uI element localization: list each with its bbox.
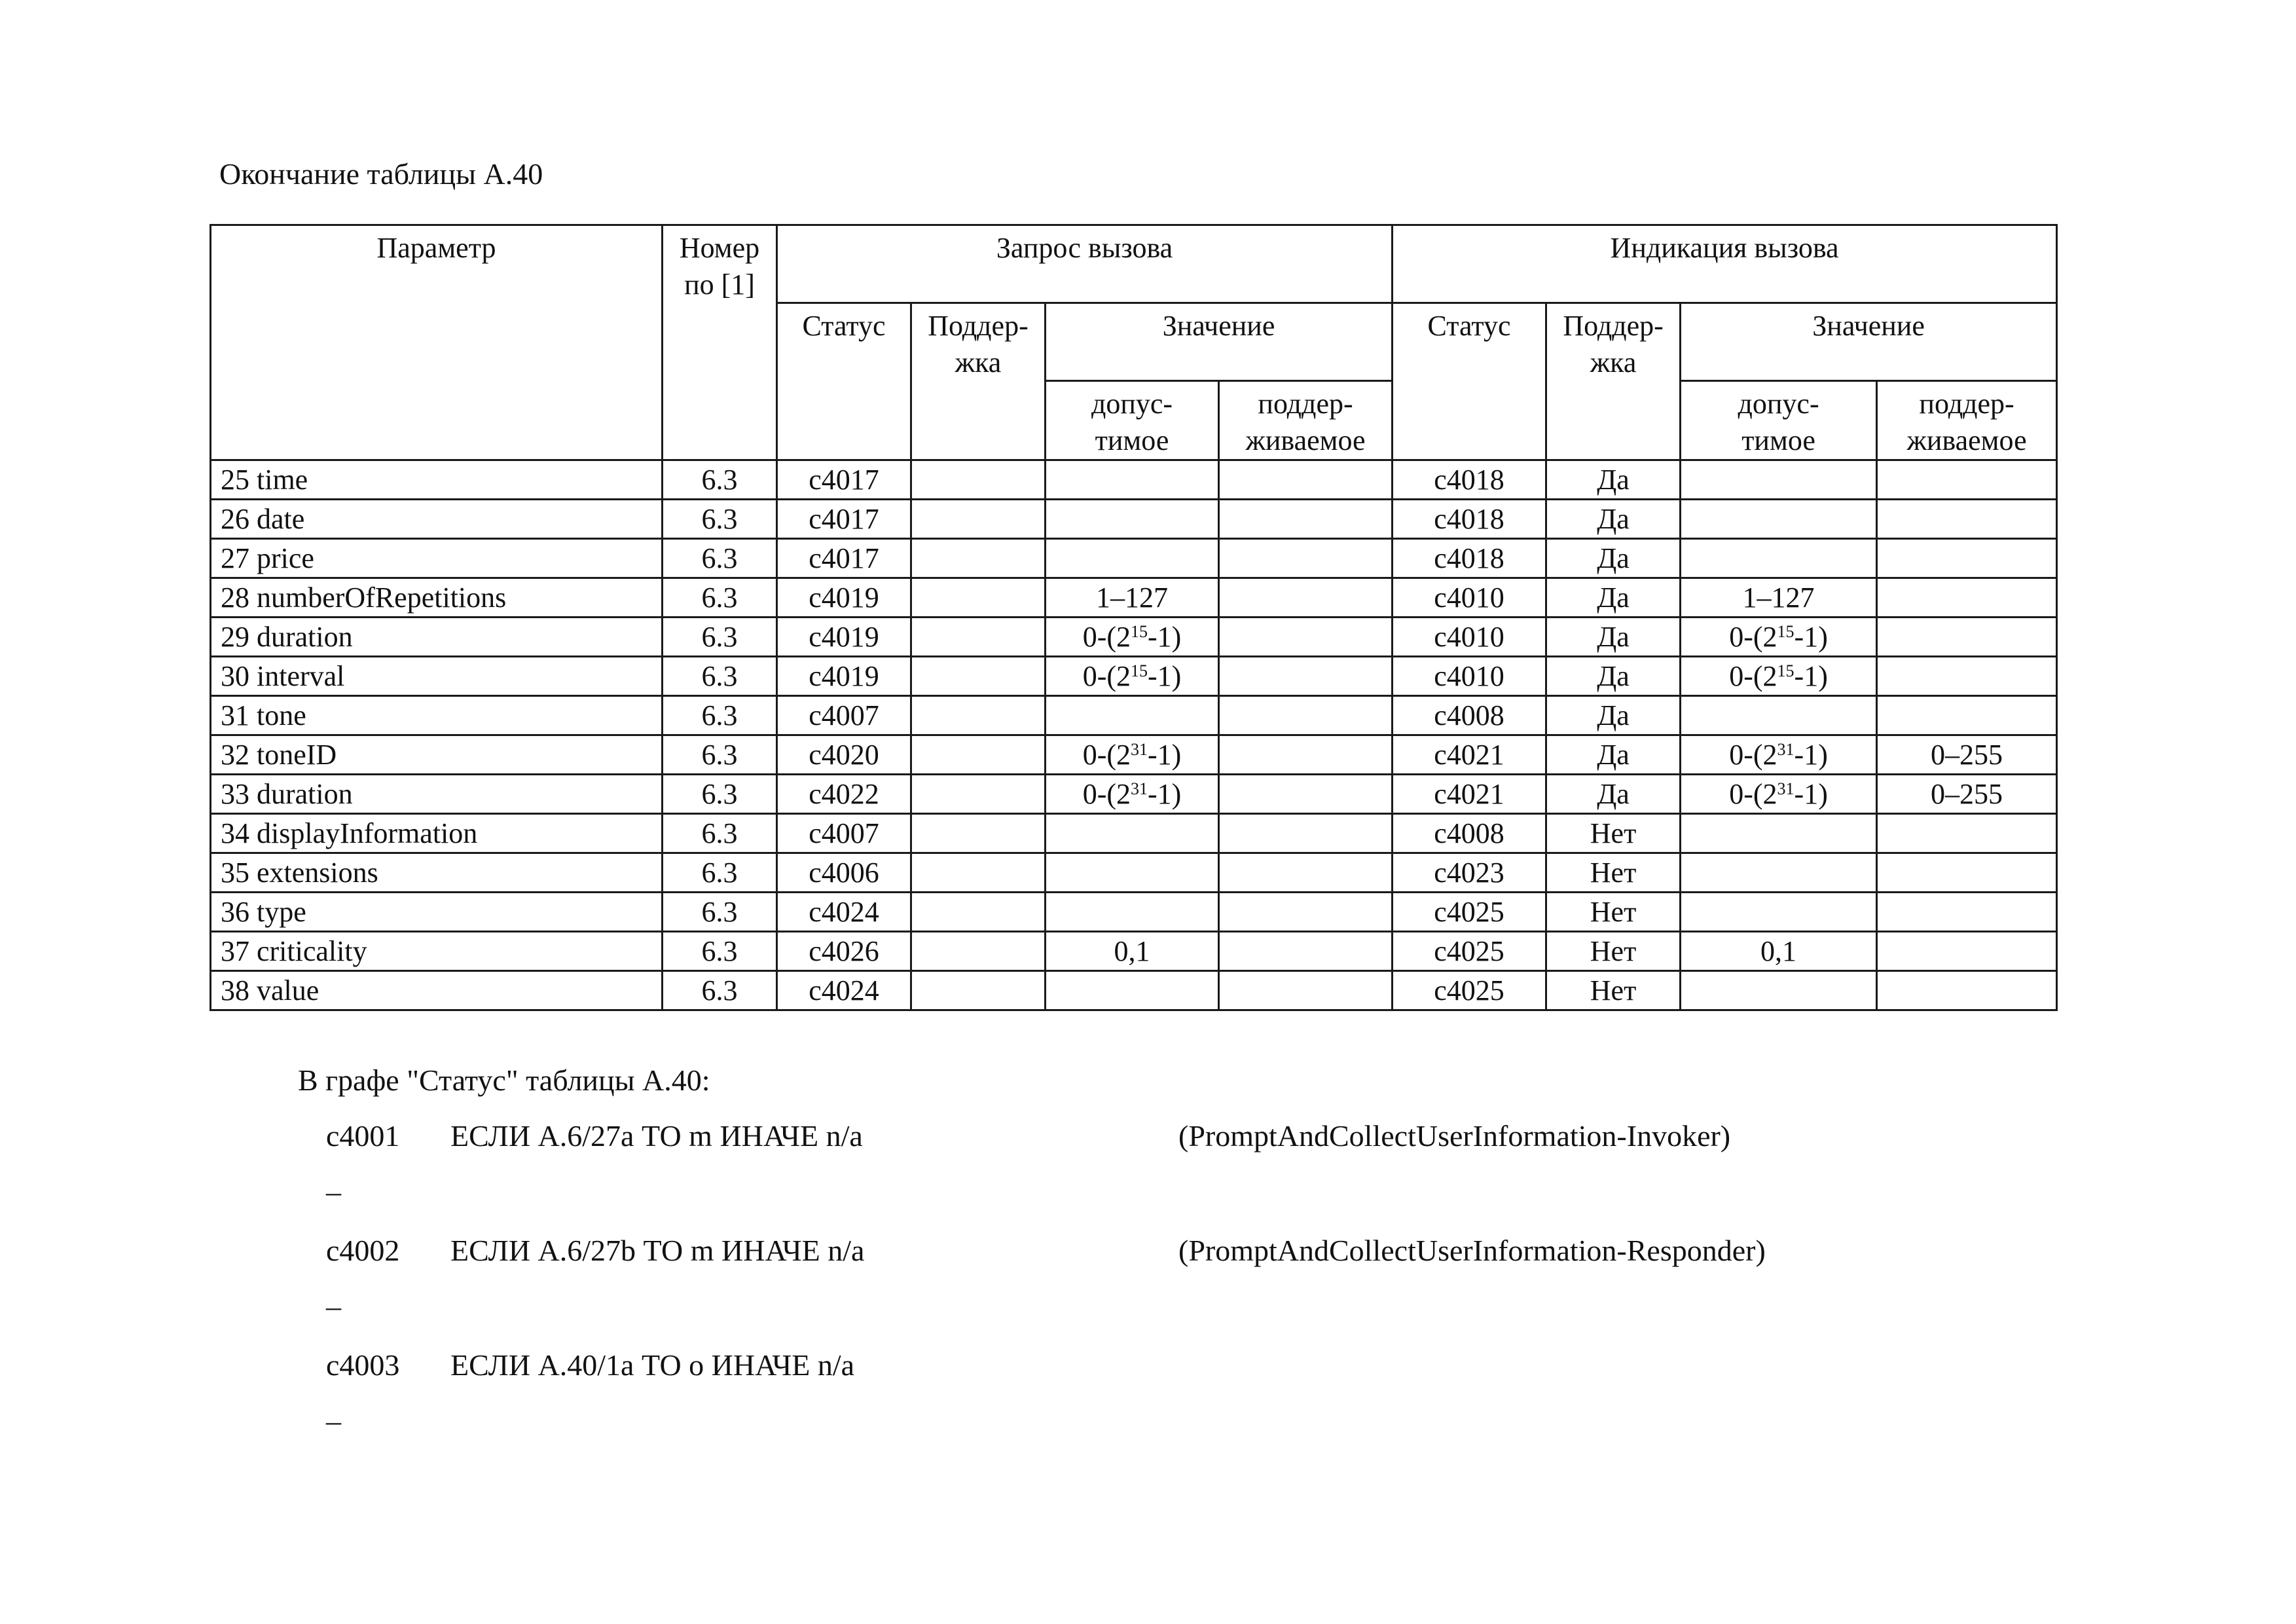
- cell-request-status: c4019: [777, 578, 911, 618]
- cell-indication-support: Нет: [1546, 893, 1681, 932]
- cell-parameter: 36 type: [211, 893, 663, 932]
- cell-parameter: 27 price: [211, 539, 663, 578]
- cell-request-status: c4017: [777, 500, 911, 539]
- parameters-table: [210, 224, 2058, 1011]
- cell-request-support: [911, 500, 1046, 539]
- cell-request-support: [911, 814, 1046, 853]
- cell-number: 6.3: [663, 460, 777, 500]
- cell-number: 6.3: [663, 578, 777, 618]
- cell-indication-supported: [1877, 971, 2057, 1010]
- cell-indication-supported: [1877, 696, 2057, 735]
- cell-request-allowed: [1046, 696, 1219, 735]
- header-indication-supported: поддер-живаемое: [1877, 381, 2057, 460]
- cell-request-supported: [1219, 735, 1393, 775]
- cell-indication-status: c4010: [1393, 578, 1546, 618]
- cell-indication-allowed: [1681, 460, 1877, 500]
- cell-request-support: [911, 893, 1046, 932]
- cell-indication-supported: [1877, 657, 2057, 696]
- cell-request-status: c4026: [777, 932, 911, 971]
- cell-indication-allowed: [1681, 696, 1877, 735]
- cell-request-supported: [1219, 460, 1393, 500]
- cell-parameter: 25 time: [211, 460, 663, 500]
- cell-request-status: c4019: [777, 618, 911, 657]
- cell-request-allowed: [1046, 814, 1219, 853]
- cell-request-allowed: $0-(2^{31}-1)$: [1046, 775, 1219, 814]
- cell-request-status: c4007: [777, 814, 911, 853]
- cell-request-support: [911, 696, 1046, 735]
- cell-request-allowed: $0-(2^{15}-1)$: [1046, 618, 1219, 657]
- cell-parameter: 35 extensions: [211, 853, 663, 893]
- cell-request-status: c4020: [777, 735, 911, 775]
- cell-indication-supported: 0–255: [1877, 735, 2057, 775]
- cell-indication-supported: [1877, 853, 2057, 893]
- cell-indication-supported: [1877, 932, 2057, 971]
- table-row: [211, 893, 2057, 932]
- cell-request-status: c4007: [777, 696, 911, 735]
- table-body: [211, 460, 2057, 1010]
- cell-indication-supported: [1877, 460, 2057, 500]
- cell-indication-supported: [1877, 500, 2057, 539]
- cell-request-allowed: [1046, 853, 1219, 893]
- cell-indication-support: Да: [1546, 735, 1681, 775]
- table-row: [211, 735, 2057, 775]
- cell-indication-support: Да: [1546, 696, 1681, 735]
- header-request-supported: поддер-живаемое: [1219, 381, 1393, 460]
- header-indication-status: Статус: [1393, 303, 1546, 460]
- table-row: [211, 971, 2057, 1010]
- condition-dash: –: [326, 1404, 341, 1437]
- cell-indication-support: Нет: [1546, 814, 1681, 853]
- cell-request-support: [911, 578, 1046, 618]
- cell-request-support: [911, 657, 1046, 696]
- cell-indication-allowed: $0-(2^{31}-1)$: [1681, 735, 1877, 775]
- header-number: Номер по [1]: [663, 225, 777, 460]
- cell-indication-allowed: [1681, 853, 1877, 893]
- cell-request-allowed: 0,1: [1046, 932, 1219, 971]
- header-indication-value: Значение: [1681, 303, 2057, 381]
- cell-indication-support: Нет: [1546, 971, 1681, 1010]
- cell-indication-status: c4018: [1393, 539, 1546, 578]
- cell-indication-supported: [1877, 618, 2057, 657]
- cell-number: 6.3: [663, 932, 777, 971]
- cell-indication-allowed: 0,1: [1681, 932, 1877, 971]
- header-request-support: Поддер-жка: [911, 303, 1046, 460]
- table-row: [211, 500, 2057, 539]
- cell-indication-status: c4021: [1393, 775, 1546, 814]
- cell-request-supported: [1219, 932, 1393, 971]
- table-row: [211, 460, 2057, 500]
- table-row: [211, 696, 2057, 735]
- cell-request-support: [911, 539, 1046, 578]
- cell-indication-status: c4008: [1393, 696, 1546, 735]
- cell-indication-supported: [1877, 814, 2057, 853]
- cell-parameter: 31 tone: [211, 696, 663, 735]
- cell-parameter: 30 interval: [211, 657, 663, 696]
- cell-indication-supported: [1877, 539, 2057, 578]
- condition-rule: ЕСЛИ А.6/27b ТО m ИНАЧЕ n/a: [450, 1234, 865, 1267]
- cell-indication-support: Да: [1546, 775, 1681, 814]
- cell-indication-allowed: $0-(2^{15}-1)$: [1681, 657, 1877, 696]
- cell-indication-status: c4025: [1393, 932, 1546, 971]
- cell-indication-allowed: [1681, 971, 1877, 1010]
- cell-indication-status: c4018: [1393, 500, 1546, 539]
- cell-number: 6.3: [663, 893, 777, 932]
- cell-request-allowed: $0-(2^{31}-1)$: [1046, 735, 1219, 775]
- cell-parameter: 32 toneID: [211, 735, 663, 775]
- cell-indication-support: Да: [1546, 460, 1681, 500]
- cell-request-supported: [1219, 775, 1393, 814]
- cell-indication-allowed: 1–127: [1681, 578, 1877, 618]
- table-row: [211, 814, 2057, 853]
- condition-dash: –: [326, 1175, 341, 1208]
- table-row: [211, 618, 2057, 657]
- condition-comment: (PromptAndCollectUserInformation-Responder): [1178, 1234, 1766, 1267]
- cell-number: 6.3: [663, 735, 777, 775]
- cell-indication-status: c4008: [1393, 814, 1546, 853]
- cell-indication-support: Да: [1546, 657, 1681, 696]
- cell-request-supported: [1219, 657, 1393, 696]
- cell-indication-status: c4025: [1393, 893, 1546, 932]
- cell-request-supported: [1219, 578, 1393, 618]
- cell-request-supported: [1219, 500, 1393, 539]
- cell-request-allowed: $0-(2^{15}-1)$: [1046, 657, 1219, 696]
- table-row: [211, 775, 2057, 814]
- cell-number: 6.3: [663, 814, 777, 853]
- table-row: [211, 578, 2057, 618]
- cell-number: 6.3: [663, 853, 777, 893]
- cell-indication-support: Да: [1546, 618, 1681, 657]
- cell-request-supported: [1219, 539, 1393, 578]
- cell-number: 6.3: [663, 500, 777, 539]
- table-row: [211, 853, 2057, 893]
- header-indication-group: Индикация вызова: [1393, 225, 2057, 303]
- condition-rule: ЕСЛИ А.40/1а ТО о ИНАЧЕ n/a: [450, 1348, 855, 1382]
- cell-parameter: 38 value: [211, 971, 663, 1010]
- cell-request-supported: [1219, 814, 1393, 853]
- condition-code: c4003: [326, 1348, 400, 1382]
- status-notes-intro: В графе "Статус" таблицы А.40:: [298, 1063, 710, 1097]
- cell-indication-status: c4023: [1393, 853, 1546, 893]
- cell-number: 6.3: [663, 539, 777, 578]
- cell-request-support: [911, 775, 1046, 814]
- cell-request-support: [911, 853, 1046, 893]
- header-request-allowed: допус-тимое: [1046, 381, 1219, 460]
- cell-parameter: 28 numberOfRepetitions: [211, 578, 663, 618]
- cell-request-status: c4017: [777, 460, 911, 500]
- cell-request-supported: [1219, 853, 1393, 893]
- header-parameter: Параметр: [211, 225, 663, 460]
- cell-parameter: 26 date: [211, 500, 663, 539]
- cell-request-support: [911, 460, 1046, 500]
- condition-comment: (PromptAndCollectUserInformation-Invoker): [1178, 1119, 1731, 1153]
- cell-request-support: [911, 932, 1046, 971]
- cell-indication-support: Нет: [1546, 932, 1681, 971]
- cell-request-allowed: [1046, 971, 1219, 1010]
- cell-request-supported: [1219, 971, 1393, 1010]
- cell-indication-status: c4021: [1393, 735, 1546, 775]
- cell-number: 6.3: [663, 775, 777, 814]
- cell-parameter: 34 displayInformation: [211, 814, 663, 853]
- condition-rule: ЕСЛИ А.6/27а ТО m ИНАЧЕ n/a: [450, 1119, 863, 1153]
- cell-number: 6.3: [663, 618, 777, 657]
- cell-indication-supported: [1877, 893, 2057, 932]
- cell-indication-status: c4018: [1393, 460, 1546, 500]
- cell-request-support: [911, 735, 1046, 775]
- cell-request-support: [911, 618, 1046, 657]
- cell-number: 6.3: [663, 971, 777, 1010]
- cell-request-allowed: [1046, 500, 1219, 539]
- cell-parameter: 37 criticality: [211, 932, 663, 971]
- cell-request-status: c4006: [777, 853, 911, 893]
- cell-request-allowed: [1046, 893, 1219, 932]
- cell-parameter: 33 duration: [211, 775, 663, 814]
- table-row: [211, 932, 2057, 971]
- cell-indication-support: Да: [1546, 539, 1681, 578]
- condition-code: c4001: [326, 1119, 400, 1153]
- table-row: [211, 657, 2057, 696]
- cell-request-support: [911, 971, 1046, 1010]
- table-row: [211, 539, 2057, 578]
- condition-dash: –: [326, 1289, 341, 1323]
- cell-indication-status: c4010: [1393, 618, 1546, 657]
- cell-indication-allowed: $0-(2^{15}-1)$: [1681, 618, 1877, 657]
- header-indication-allowed: допус-тимое: [1681, 381, 1877, 460]
- cell-indication-support: Да: [1546, 500, 1681, 539]
- cell-indication-allowed: $0-(2^{31}-1)$: [1681, 775, 1877, 814]
- header-request-group: Запрос вызова: [777, 225, 1393, 303]
- condition-code: c4002: [326, 1234, 400, 1267]
- cell-number: 6.3: [663, 657, 777, 696]
- cell-indication-allowed: [1681, 500, 1877, 539]
- cell-indication-status: c4010: [1393, 657, 1546, 696]
- cell-request-status: c4024: [777, 893, 911, 932]
- cell-indication-allowed: [1681, 893, 1877, 932]
- cell-request-status: c4017: [777, 539, 911, 578]
- cell-indication-allowed: [1681, 539, 1877, 578]
- cell-request-status: c4019: [777, 657, 911, 696]
- header-request-status: Статус: [777, 303, 911, 460]
- cell-number: 6.3: [663, 696, 777, 735]
- cell-indication-support: Нет: [1546, 853, 1681, 893]
- cell-indication-supported: [1877, 578, 2057, 618]
- cell-request-supported: [1219, 696, 1393, 735]
- cell-indication-status: c4025: [1393, 971, 1546, 1010]
- header-request-value: Значение: [1046, 303, 1393, 381]
- cell-parameter: 29 duration: [211, 618, 663, 657]
- cell-request-status: c4024: [777, 971, 911, 1010]
- cell-indication-support: Да: [1546, 578, 1681, 618]
- cell-indication-allowed: [1681, 814, 1877, 853]
- cell-request-allowed: [1046, 539, 1219, 578]
- table-caption: Окончание таблицы А.40: [219, 157, 543, 191]
- cell-indication-supported: 0–255: [1877, 775, 2057, 814]
- cell-request-status: c4022: [777, 775, 911, 814]
- cell-request-allowed: 1–127: [1046, 578, 1219, 618]
- cell-request-allowed: [1046, 460, 1219, 500]
- header-indication-support: Поддер-жка: [1546, 303, 1681, 460]
- cell-request-supported: [1219, 618, 1393, 657]
- cell-request-supported: [1219, 893, 1393, 932]
